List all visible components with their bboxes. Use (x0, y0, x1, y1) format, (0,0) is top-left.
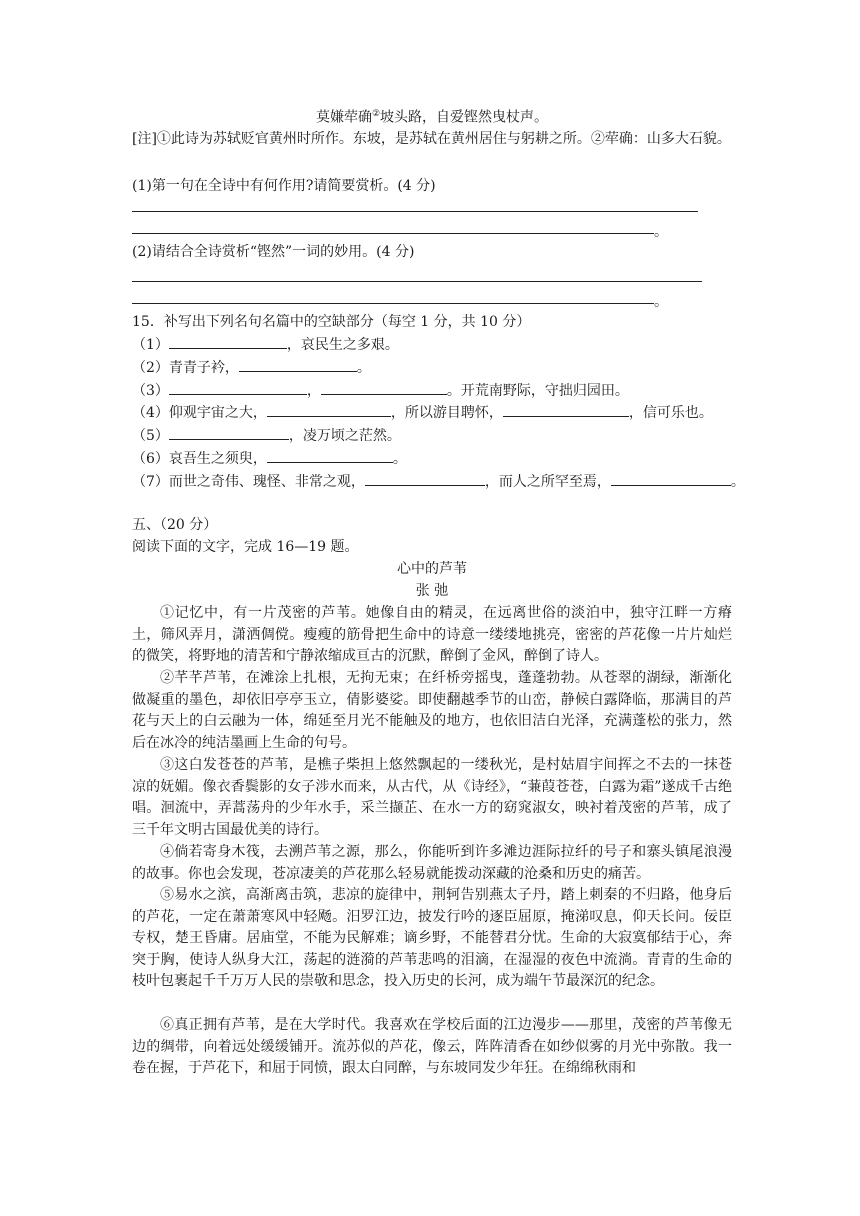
article-author: 张 弛 (415, 583, 449, 599)
paragraph-6: ⑥真正拥有芦苇，是在大学时代。我喜欢在学校后面的江边漫步——那里，茂密的芦苇像无边的绸带，向着远处缓缓铺开。流苏似的芦花，像云，阵阵清香在如纱似雾的月光中弥散。我一卷在握，于芦花下，和屈于同愤，跟太白同醉，与东坡同发少年狂。在绵绵秋雨和 (132, 1017, 732, 1077)
poem-note: [注]①此诗为苏轼贬官黄州时所作。东坡，是苏轼在黄州居住与躬耕之所。②荦确：山多大石貌。 (132, 131, 731, 147)
poem-line: 莫嫌荦确②坡头路，自爱铿然曳杖声。 (315, 109, 549, 126)
paragraph-1: ①记忆中，有一片茂密的芦苇。她像自由的精灵，在远离世俗的淡泊中，独守江畔一方瘠土，筛风弄月，潇洒倜傥。瘦瘦的筋骨把生命中的诗意一缕缕地挑亮，密密的芦花像一片片灿烂的微笑，将野地的清苦和宁静浓缩成亘古的沉默，醉倒了金风，醉倒了诗人。 (132, 605, 732, 665)
question-15-title: 15．补写出下列名句名篇中的空缺部分（每空 1 分，共 10 分） (132, 314, 531, 330)
answer-line (132, 281, 702, 282)
reading-instruction: 阅读下面的文字，完成 16—19 题。 (132, 539, 359, 555)
answer-line (132, 303, 654, 304)
paragraph-5: ⑤易水之滨，高渐离击筑，悲凉的旋律中，荆轲告别燕太子丹，踏上刺秦的不归路，他身后的芦花，一定在萧萧寒风中轻飏。汨罗江边，披发行吟的逐臣屈原，掩涕叹息，仰天长问。佞臣专权，楚王昏庸。居庙堂，不能为民解难；谪乡野，不能替君分忧。生命的大寂寞郁结于心，奔突于胸，使诗人纵身大江，荡起的涟漪的芦苇悲鸣的泪滴，在湿湿的夜色中流淌。青青的生命的枝叶包裹起千千万万人民的崇敬和思念，投入历史的长河，成为端午节最深沉的纪念。 (132, 887, 732, 990)
question-14-1: (1)第一句在全诗中有何作用?请简要赏析。(4 分) (132, 178, 436, 194)
question-14-2: (2)请结合全诗赏析“铿然”一词的妙用。(4 分) (132, 244, 415, 260)
paragraph-2: ②芊芊芦苇，在滩涂上扎根，无拘无束；在纤桥旁摇曳，蓬蓬勃勃。从苍翠的湖绿，渐渐化做凝重的墨色，却依旧亭亭玉立，倩影婆娑。即使翻越季节的山峦，静候白露降临，那满目的芦花与天上的白云融为一体，绵延至月光不能触及的地方，也依旧洁白光泽，充满蓬松的张力，然后在冰冷的纯洁墨画上生命的句号。 (132, 670, 732, 751)
fill-item-1: （1） ，哀民生之多艰。 (132, 334, 399, 355)
fill-item-2: （2）青青子衿， 。 (132, 357, 371, 378)
section-heading: 五、（20 分） (132, 517, 218, 533)
fill-item-3: （3） ， 。开荒南野际，守拙归园田。 (132, 380, 629, 401)
answer-line (132, 233, 654, 234)
fill-item-4: （4）仰观宇宙之大， ，所以游目聘怀， ，信可乐也。 (132, 402, 713, 423)
fill-item-6: （6）哀吾生之须臾， 。 (132, 448, 407, 469)
fill-item-7: （7）而世之奇伟、瑰怪、非常之观， ，而人之所罕至焉， 。 (132, 471, 745, 492)
article-title: 心中的芦苇 (397, 561, 467, 577)
answer-line (132, 211, 698, 212)
period: 。 (654, 224, 668, 240)
period: 。 (654, 294, 668, 310)
fill-item-5: （5） ，凌万顷之茫然。 (132, 425, 401, 446)
paragraph-3: ③这白发苍苍的芦苇，是樵子柴担上悠然飘起的一缕秋光，是村姑眉宇间挥之不去的一抹苍凉的妩媚。像衣香鬓影的女子涉水而来，从古代，从《诗经》，“蒹葭苍苍，白露为霜”遂成千古绝唱。洄流中，弄蒿荡舟的少年水手，采兰撷芷、在水一方的窈窕淑女，映衬着茂密的芦苇，成了三千年文明古国最优美的诗行。 (132, 757, 732, 838)
paragraph-4: ④倘若寄身木筏，去溯芦苇之源，那么，你能听到许多滩边涯际拉纤的号子和寨头镇尾浪漫的故事。你也会发现，苍凉凄美的芦花那么轻易就能拨动深藏的沧桑和历史的痛苦。 (132, 844, 732, 882)
